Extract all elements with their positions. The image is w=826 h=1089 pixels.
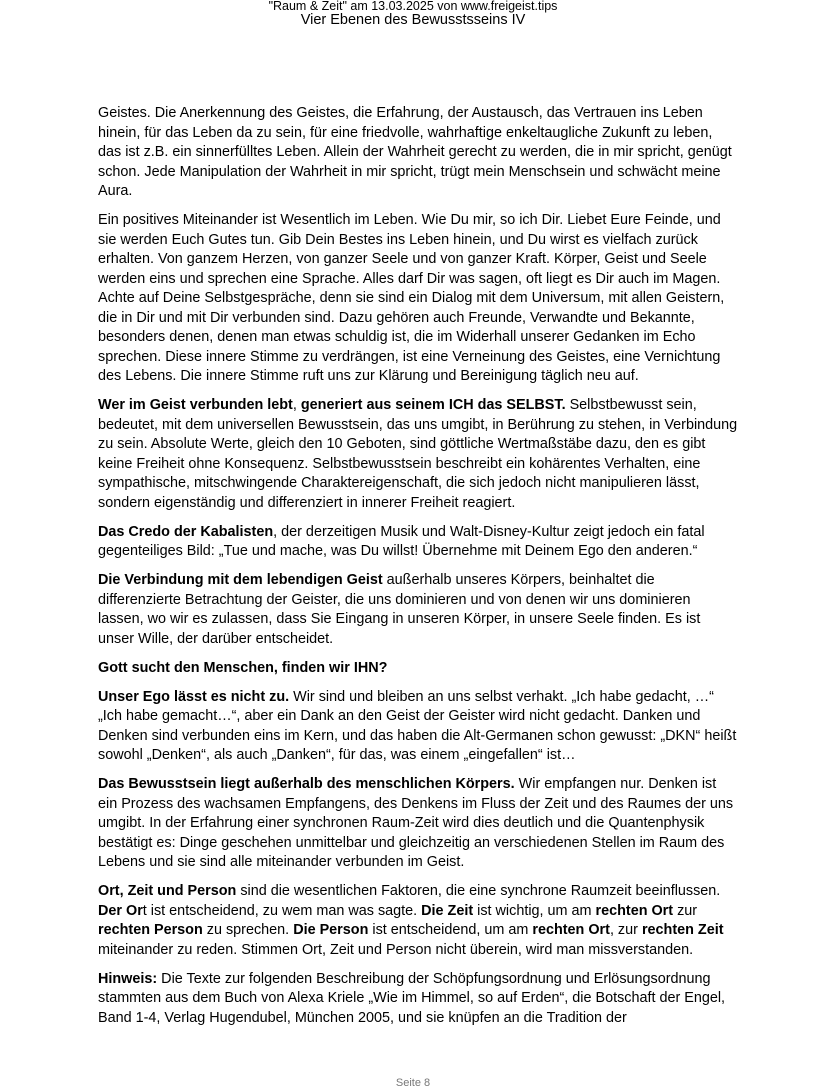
text-segment: , zur [609,922,642,938]
text-segment: außerhalb unseres Körpers, beinhaltet die differenzierte Betrachtung der Geister, die uns dominieren und von denen wir uns dominieren lassen, wo wir es zulassen, dass Sie Eingang in unseren Körper, in unsere Seele finden. Es ist unser Wille, der darüber entscheidet. [98,572,701,647]
paragraph [98,104,738,202]
bold-text-segment: generiert aus seinem ICH das SELBST. [300,397,566,413]
paragraph [98,882,738,960]
bold-text-segment: Das Bewusstsein liegt außerhalb des menschlichen Körpers. [98,776,515,792]
bold-text-segment: rechten Ort [595,902,674,919]
header-source-line: "Raum & Zeit" am 13.03.2025 von www.freigeist.tips [268,0,558,13]
paragraph [98,970,738,1029]
paragraph [98,396,738,513]
paragraph [98,211,738,387]
paragraph [98,523,738,562]
text-segment: Geistes. Die Anerkennung des Geistes, die Erfahrung, der Austausch, das Vertrauen ins Leben hinein, für das Leben da zu sein, für eine friedvolle, wahrhaftige enkeltaugliche Zukunft zu leben, das ist z.B. ein sinnerfülltes Leben. Allein der Wahrheit gerecht zu werden, die in mir spricht, genügt schon. Jede Manipulation der Wahrheit in mir spricht, trügt mein Menschsein und schwächt meine Aura. [98,105,732,199]
bold-text-segment: Der Or [98,902,143,919]
bold-text-segment: Das Credo der Kabalisten [98,523,274,540]
bold-text-segment: Wer im Geist verbunden lebt [98,397,293,413]
bold-text-segment: rechten Person [98,922,203,938]
text-segment: zur [673,902,698,919]
page-header [0,0,826,29]
paragraph [98,688,738,766]
text-segment: ist entscheidend, um am [368,922,533,938]
text-segment: Ein positives Miteinander ist Wesentlich im Leben. Wie Du mir, so ich Dir. Liebet Eure Feinde, und sie werden Euch Gutes tun. Gib Dein Bestes ins Leben hinein, und Du wirst es vielfach zurück erhalten. Von ganzem Herzen, von ganzer Seele und von ganzer Kraft. Körper, Geist und Seele werden eins und sprechen eine Sprache. Alles darf Dir was sagen, oft liegt es Dir auch im Magen. Achte auf Deine Selbstgespräche, denn sie sind ein Dialog mit dem Universum, mit allen Geistern, die in Dir und mit Dir verbunden sind. Dazu gehören auch Freunde, Verwandte und Bekannte, besonders denen, denen man etwas schuldig ist, die im Widerhall unserer Gedanken im Echo sprechen. Diese innere Stimme zu verdrängen, ist eine Verneinung des Geistes, eine Vernichtung des Lebens. Die innere Stimme ruft uns zur Klärung und Bereinigung täglich neu auf. [98,212,725,384]
text-segment: Selbstbewusst sein, bedeutet, mit dem universellen Bewusstsein, das uns umgibt, in Berührung zu stehen, in Verbindung zu sein. Absolute Werte, gleich den 10 Geboten, sind göttliche Wertmaßstäbe dazu, den es gibt keine Freiheit ohne Konsequenz. Selbstbewusstsein beschreibt ein kohärentes Verhalten, eine sympathische, mitschwingende Charaktereigenschaft, die sich jedoch nicht manipulieren lässt, sondern eigenständig und differenziert in innerer Freiheit reagiert. [98,397,738,511]
page-number: Seite 8 [395,1077,431,1089]
bold-text-segment: Hinweis: [98,970,158,987]
text-segment: Wir sind und bleiben an uns selbst verhakt. „Ich habe gedacht, …“ „Ich habe gemacht…“, aber ein Dank an den Geist der Geister wird nicht gedacht. Danken und Denken sind verbunden eins im Kern, und das haben die Alt-Germanen schon gewusst: „DKN“ heißt sowohl „Denken“, als auch „Danken“, für das, was einem „eingefallen“ ist… [98,688,737,763]
paragraph [98,775,738,873]
bold-text-segment: Unser Ego lässt es nicht zu. [98,688,290,705]
text-segment: ist wichtig, um am [473,902,596,919]
bold-text-segment: Die Person [293,922,369,938]
text-segment: sind die wesentlichen Faktoren, die eine synchrone Raumzeit beeinflussen. [236,883,721,899]
text-segment: t ist entscheidend, zu wem man was sagte. [142,902,422,919]
bold-text-segment: rechten Zeit [641,922,724,938]
bold-text-segment: Die Zeit [421,902,474,919]
text-segment: Wir empfangen nur. Denken ist ein Prozess des wachsamen Empfangens, des Denkens im Fluss der Zeit und des Raumes der uns umgibt. In der Erfahrung einer synchronen Raum-Zeit wird dies deutlich und die Quantenphysik bestätigt es: Dinge geschehen unmittelbar und gleichzeitig an verschiedenen Stellen im Raum des Lebens und sie sind alle miteinander verbunden im Geist. [98,776,734,870]
text-segment: Die Texte zur folgenden Beschreibung der Schöpfungsordnung und Erlösungsordnung stammten aus dem Buch von Alexa Kriele „Wie im Himmel, so auf Erden“, die Botschaft der Engel, Band 1-4, Verlag Hugendubel, München 2005, und sie knüpfen an die Tradition der [98,970,726,1026]
bold-text-segment: Gott sucht den Menschen, finden wir IHN? [98,659,388,676]
header-title: Vier Ebenen des Bewusstsseins IV [300,12,526,28]
bold-text-segment: rechten Ort [532,922,610,938]
text-segment: miteinander zu reden. Stimmen Ort, Zeit und Person nicht überein, wird man missverstanden. [98,941,694,958]
paragraph [98,659,738,679]
text-segment: , der derzeitigen Musik und Walt-Disney-Kultur zeigt jedoch ein fatal gegenteiliges Bild: „Tue und mache, was Du willst! Übernehme mit Deinem Ego den anderen.“ [98,523,705,559]
paragraph [98,571,738,649]
text-segment: , [292,397,301,413]
bold-text-segment: Ort, Zeit und Person [98,883,237,899]
bold-text-segment: Die Verbindung mit dem lebendigen Geist [98,572,383,588]
document-body [98,104,738,1038]
text-segment: zu sprechen. [202,922,294,938]
